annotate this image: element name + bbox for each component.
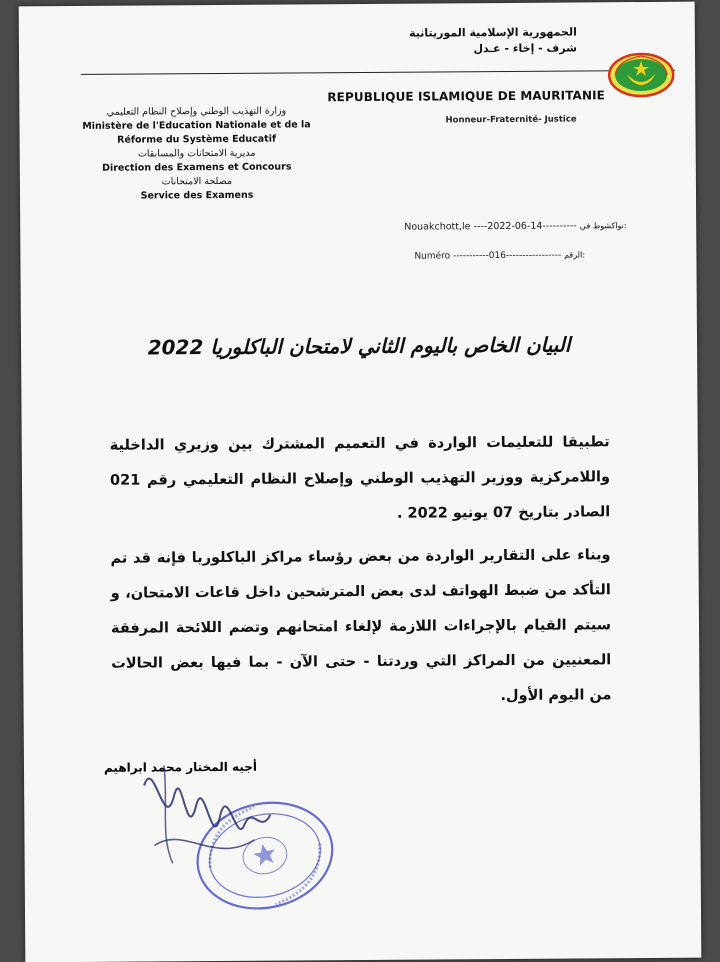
handwritten-signature-icon: [124, 745, 285, 876]
date-label: Nouakchott,le: [404, 221, 471, 233]
arabic-country-name: الجمهورية الإسلامية الموريتانية: [409, 25, 577, 40]
french-ministry-line-1: Ministère de l'Education Nationale et de la: [82, 119, 311, 132]
french-ministry-line-2: Réforme du Système Educatif: [117, 133, 277, 146]
paragraph-2: وبناء على التقارير الواردة من بعض رؤساء مراكز الباكلوريا فإنه قد تم التأكد من ضبط الهواتف لدى بعض المترشحين داخل قاعات الامتحان، و سيتم القيام بالإجراءات اللازمة لإلغاء امتحانهم وتضم اللائحة المرفقة المعنيين من المراكز التي وردتنا - حتى الآن - بما فيها بعض الحالات من اليوم الأول.: [110, 547, 612, 705]
date-line: Nouakchott,le ----2022-06-14---------- نواكشوط في:: [404, 220, 627, 233]
arabic-service: مصلحة الامتحانات: [161, 175, 233, 188]
document-page: [19, 2, 702, 962]
paragraph-1: تطبيقا للتعليمات الواردة في التعميم المشترك بين وزيري الداخلية واللامركزية ووزير التهذيب الوطني وإصلاح النظام التعليمي رقم 021 الصادر بتاريخ 07 يونيو 2022 .: [109, 434, 611, 522]
number-label: Numéro: [414, 251, 451, 262]
date-label-arabic: نواكشوط في:: [579, 221, 627, 231]
document-title: البيان الخاص باليوم الثاني لامتحان الباكلوريا 2022: [147, 332, 571, 360]
mauritania-emblem-icon: [607, 52, 675, 98]
french-service: Service des Examens: [140, 189, 254, 202]
arabic-header: [409, 24, 577, 57]
arabic-motto: شرف - إخاء - عـدل: [473, 41, 578, 56]
french-country-name: REPUBLIQUE ISLAMIQUE DE MAURITANIE: [327, 88, 605, 105]
number-line: Numéro -----------016----------------- الرقم:: [414, 250, 586, 262]
arabic-direction: مديرية الامتحانات والمسابقات: [137, 147, 256, 160]
date-value: 2022-06-14: [487, 220, 543, 233]
number-value: 016: [488, 250, 507, 262]
signatory-name: أجيه المختار محمد ابراهيم: [103, 759, 258, 775]
french-motto: Honneur-Fraternité- Justice: [445, 114, 577, 126]
arabic-ministry: وزارة التهذيب الوطني وإصلاح النظام التعليمي: [106, 105, 287, 118]
number-label-arabic: الرقم:: [564, 250, 586, 260]
header-divider: [81, 70, 675, 75]
ministry-block: [61, 104, 332, 204]
french-direction: Direction des Examens et Concours: [102, 161, 292, 174]
